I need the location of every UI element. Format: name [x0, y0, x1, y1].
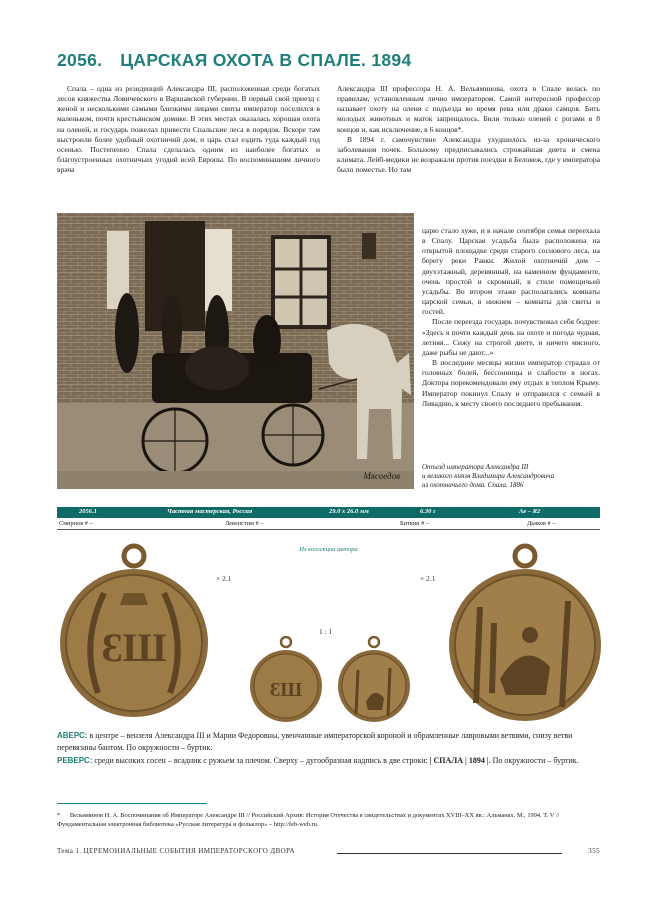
paragraph: В последние месяцы жизни император страдал от головных болей, бессонницы и слабости в ногах. Доктора порекомендовали ему отдых в теплом Крыму. Император покинул Спалу и отправился с семьей в Ливадию, к месту своего последнего пребывания.	[422, 358, 600, 408]
footer-rule	[337, 853, 562, 854]
reverse-text: . По окружности – буртик.	[488, 755, 579, 765]
wrap-column	[422, 226, 600, 409]
scale-label-left: × 2.1	[216, 574, 232, 583]
medal-obverse-enlarged	[58, 543, 210, 723]
photo-illustration	[57, 213, 414, 489]
reverse-text: среди высоких сосен – всадник с ружьем за плечом. Сверху – дугообразная надпись в две строки:	[94, 755, 428, 765]
ref-cell: Левенстим # –	[225, 520, 264, 527]
catalog-metal: Ae – R2	[519, 508, 541, 515]
photo-caption	[422, 463, 612, 490]
reverse-label: РЕВЕРС:	[57, 755, 93, 765]
page-footer	[57, 847, 600, 855]
reverse-inscription: 1894 |	[468, 755, 489, 765]
caption-line: и великого князя Владимира Александровича	[422, 472, 555, 480]
catalog-refs-row	[57, 519, 600, 530]
caption-line: Отъезд императора Александра III	[422, 463, 529, 471]
svg-text:ƐШ: ƐШ	[101, 625, 167, 670]
entry-number: 2056.	[57, 50, 103, 70]
catalog-size: 29.0 x 26.0 мм	[329, 508, 369, 515]
collection-note: Из коллекции автора	[299, 546, 358, 553]
scale-label-center: 1 : 1	[319, 627, 333, 636]
ref-cell: Смирнов # –	[59, 520, 93, 527]
left-column	[57, 84, 320, 175]
page-number: 355	[588, 847, 600, 855]
obverse-description	[57, 730, 600, 755]
ref-cell: Биткин # –	[400, 520, 429, 527]
obverse-label: АВЕРС:	[57, 731, 88, 740]
footnote-divider	[57, 803, 207, 804]
catalog-maker: Частная мастерская, Россия	[167, 508, 253, 515]
medal-reverse-enlarged	[446, 543, 604, 725]
medal-obverse-actual	[248, 636, 324, 724]
right-column	[337, 84, 600, 175]
catalog-header-bar	[57, 507, 600, 518]
paragraph: Спала – одна из резиденций Александра III, расположенная среди богатых лесов княжества Ловичевского в Варшавской губернии. В первый свой приезд с женой и несколькими самыми близкими лицами свиты император поселился в маленьком, почти крестьянском домике. В этих местах оказалась хорошая охота на оленей, и государь пожелал привести Спальские леса в порядок. Вскоре там выстроили более удобный охотничий дом, и царь стал ездить туда каждый год осенью. Постепенно Спала сделалась одним из наиболее богатых и благоустроенных охотничьих угодий всей Европы. По воспоминаниям личного врача	[57, 84, 320, 175]
ref-cell: Дьяков # –	[527, 520, 556, 527]
catalog-id: 2056.1	[79, 508, 97, 515]
footnote	[57, 811, 600, 829]
photo-signature: Мясоедов	[363, 471, 400, 481]
footnote-text: Вельяминов Н. А. Воспоминания об Императоре Александре III // Российский Архив: История Отечества в свидетельствах и документах XVIII–XX вв.: Альманах. М., 1994. Т. V // Фундаментальная электронная библиотека «Русская литература и фольклор» – http://feb-web.ru.	[57, 812, 560, 829]
medal-description	[57, 730, 600, 767]
paragraph: В 1894 г. самочувствие Александра ухудшилось из-за хронического заболевания почек. Больному предписывались строжайшая диета и смена климата. Лейб-медики не возражали против поездки в Беловеж, где у императора было поместье. Но там	[337, 134, 600, 175]
reverse-inscription: | СПАЛА |	[429, 755, 467, 765]
medal-reverse-actual	[336, 636, 412, 724]
obverse-text: в центре – вензеля Александра III и Марии Федоровны, увенчанные императорской короной и обрамленные лавровыми ветвями, снизу ветви перевязаны бантом. По окружности – буртик.	[57, 731, 573, 753]
footnote-mark: *	[57, 812, 61, 819]
catalog-weight: 6.30 г	[420, 508, 436, 515]
paragraph: царю стало хуже, и в начале сентября семья переехала в Спалу. Царская усадьба была расположена на открытой площадке среди старого соснового леса, на берегу реки Равки. Жилой охотничий дом – двухэтажный, деревянный, на каменном фундаменте, очень простой и скромный, в стиле помещичьей усадьбы. Во втором этаже располагались комнаты царской семьи, в нижнем – комнаты для свиты и гостей.	[422, 226, 600, 317]
paragraph: После переезда государь почувствовал себя бодрее: «Здесь я почти каждый день на охоте и погода чудная, летняя... Сижу на строгой диете, и ничего мясного, даже рыбы не дают...»	[422, 317, 600, 357]
svg-text:ƐШ: ƐШ	[269, 679, 303, 701]
scale-label-right: × 2.1	[420, 574, 436, 583]
reverse-description	[57, 755, 600, 767]
entry-title: ЦАРСКАЯ ОХОТА В СПАЛЕ. 1894	[120, 50, 412, 70]
caption-line: из охотничьего дома. Спала. 1886	[422, 481, 524, 489]
page-title	[57, 50, 412, 71]
historical-photo	[57, 213, 414, 489]
paragraph: Александра III профессора Н. А. Вельяминова, охота в Спале велась по правилам, установленным лично императором. Самой интересной профессор называет охоту на оленя с подъезда во время рева или драки самцов. Бить молодых животных и маток запрещалось. Били только оленей с рогами в 8 концов и, как исключение, в 6 концов*.	[337, 84, 600, 134]
footer-section: Тема 1. ЦЕРЕМОНИАЛЬНЫЕ СОБЫТИЯ ИМПЕРАТОРСКОГО ДВОРА	[57, 847, 295, 855]
